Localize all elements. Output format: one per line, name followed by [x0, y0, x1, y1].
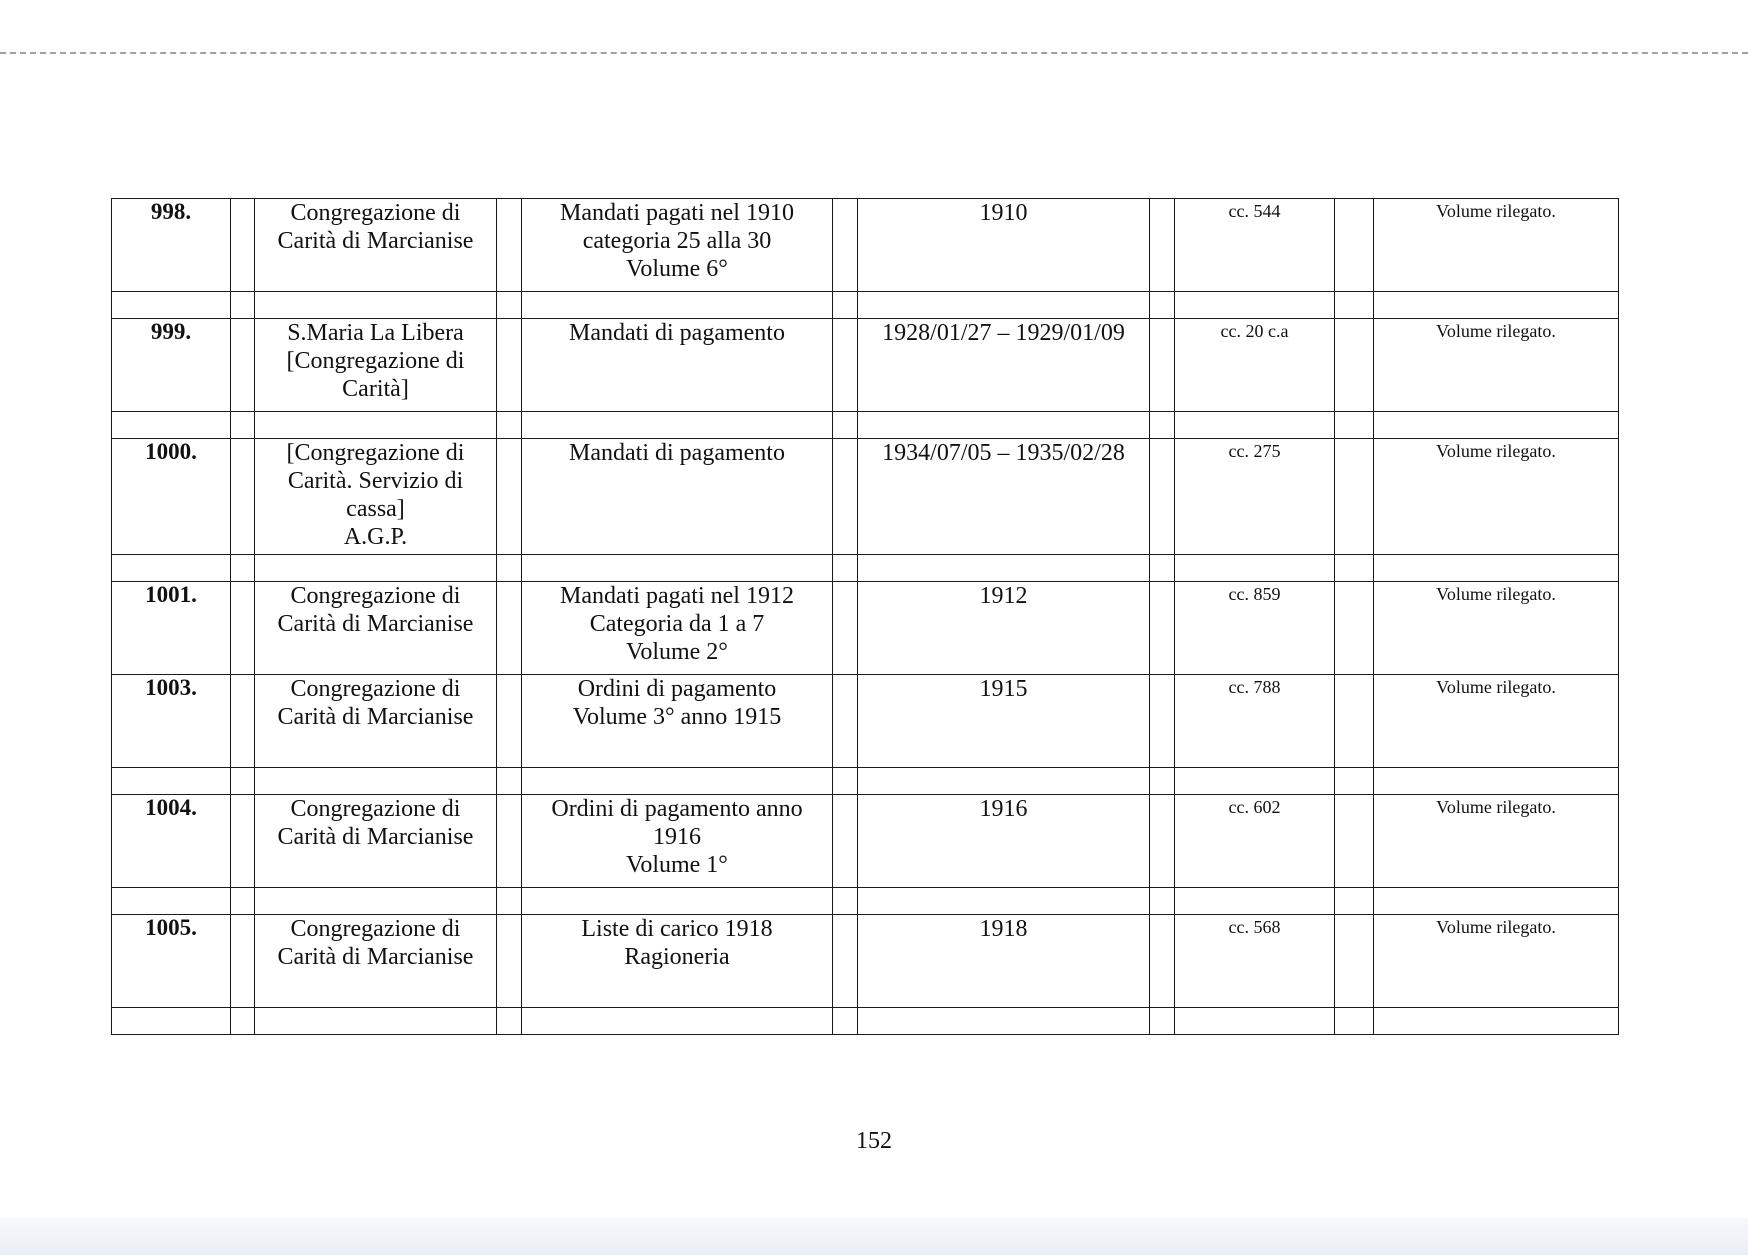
spacer-cell	[833, 915, 858, 1008]
text-line: Congregazione di	[290, 916, 461, 942]
entry-notes: Volume rilegato.	[1374, 915, 1619, 1008]
spacer-cell	[497, 439, 522, 555]
entry-notes: Volume rilegato.	[1374, 582, 1619, 675]
text-line: Congregazione di	[290, 796, 461, 822]
spacer-cell	[497, 582, 522, 675]
entry-pages: cc. 602	[1175, 795, 1335, 888]
table-row	[112, 319, 1619, 412]
text-line: Categoria da 1 a 7	[589, 611, 765, 637]
entry-creator	[255, 319, 497, 412]
spacer-cell	[1150, 439, 1175, 555]
text-line: Ordini di pagamento anno	[551, 796, 803, 822]
spacer-cell	[231, 199, 255, 292]
scan-edge-band	[0, 1218, 1748, 1255]
text-line: categoria 25 alla 30	[582, 228, 772, 254]
spacer-cell	[231, 915, 255, 1008]
entry-pages: cc. 544	[1175, 199, 1335, 292]
table-row	[112, 582, 1619, 675]
table-row	[112, 199, 1619, 292]
text-line: A.G.P.	[343, 524, 408, 550]
separator-row	[112, 768, 1619, 795]
spacer-cell	[1150, 795, 1175, 888]
entry-description	[522, 319, 833, 412]
text-line: Carità. Servizio di	[287, 468, 464, 494]
entry-notes: Volume rilegato.	[1374, 439, 1619, 555]
separator-row	[112, 412, 1619, 439]
spacer-cell	[833, 199, 858, 292]
entry-creator	[255, 795, 497, 888]
page-number: 152	[856, 1128, 892, 1154]
text-line: Carità]	[342, 376, 409, 402]
entry-creator	[255, 915, 497, 1008]
entry-notes: Volume rilegato.	[1374, 675, 1619, 768]
entry-date: 1912	[858, 582, 1150, 675]
entry-number: 999.	[112, 319, 231, 412]
entry-date: 1916	[858, 795, 1150, 888]
spacer-cell	[1150, 582, 1175, 675]
spacer-cell	[231, 582, 255, 675]
spacer-cell	[833, 319, 858, 412]
entry-pages: cc. 788	[1175, 675, 1335, 768]
entry-description	[522, 915, 833, 1008]
text-line: Ordini di pagamento	[577, 676, 777, 702]
entry-pages: cc. 568	[1175, 915, 1335, 1008]
table-row	[112, 439, 1619, 555]
text-line: Carità di Marcianise	[277, 704, 474, 730]
spacer-cell	[497, 915, 522, 1008]
entry-date: 1910	[858, 199, 1150, 292]
spacer-cell	[833, 675, 858, 768]
entry-notes: Volume rilegato.	[1374, 199, 1619, 292]
text-line: Volume 3° anno 1915	[572, 704, 782, 730]
entry-number: 998.	[112, 199, 231, 292]
entry-pages: cc. 859	[1175, 582, 1335, 675]
text-line: Volume 2°	[626, 639, 728, 665]
spacer-cell	[231, 439, 255, 555]
entry-number: 1004.	[112, 795, 231, 888]
separator-row	[112, 888, 1619, 915]
separator-row	[112, 1008, 1619, 1035]
text-line: [Congregazione di	[286, 348, 465, 374]
text-line: Ragioneria	[624, 944, 730, 970]
archive-register-table	[111, 198, 1619, 1035]
separator-row	[112, 555, 1619, 582]
entry-description	[522, 439, 833, 555]
text-line: Congregazione di	[290, 676, 461, 702]
table-row	[112, 795, 1619, 888]
entry-number: 1000.	[112, 439, 231, 555]
entry-creator	[255, 439, 497, 555]
spacer-cell	[497, 319, 522, 412]
entry-date: 1928/01/27 – 1929/01/09	[858, 319, 1150, 412]
text-line: Carità di Marcianise	[277, 611, 474, 637]
spacer-cell	[497, 199, 522, 292]
entry-description	[522, 199, 833, 292]
spacer-cell	[1335, 795, 1374, 888]
spacer-cell	[1335, 675, 1374, 768]
spacer-cell	[1335, 915, 1374, 1008]
spacer-cell	[497, 795, 522, 888]
entry-notes: Volume rilegato.	[1374, 795, 1619, 888]
spacer-cell	[231, 795, 255, 888]
text-line: cassa]	[346, 496, 405, 522]
table-row	[112, 675, 1619, 768]
entry-date: 1918	[858, 915, 1150, 1008]
top-dashed-rule	[0, 52, 1748, 54]
entry-number: 1003.	[112, 675, 231, 768]
entry-description	[522, 582, 833, 675]
spacer-cell	[231, 675, 255, 768]
text-line: Congregazione di	[290, 583, 461, 609]
spacer-cell	[1335, 439, 1374, 555]
text-line: Mandati pagati nel 1910	[560, 200, 794, 226]
spacer-cell	[1335, 582, 1374, 675]
table-row	[112, 915, 1619, 1008]
entry-number: 1001.	[112, 582, 231, 675]
spacer-cell	[833, 582, 858, 675]
text-line: Carità di Marcianise	[277, 824, 474, 850]
entry-creator	[255, 582, 497, 675]
spacer-cell	[1335, 199, 1374, 292]
entry-number: 1005.	[112, 915, 231, 1008]
entry-notes: Volume rilegato.	[1374, 319, 1619, 412]
spacer-cell	[1150, 915, 1175, 1008]
text-line: Mandati pagati nel 1912	[560, 583, 794, 609]
spacer-cell	[497, 675, 522, 768]
entry-description	[522, 795, 833, 888]
text-line: Congregazione di	[290, 200, 461, 226]
entry-pages: cc. 20 c.a	[1175, 319, 1335, 412]
text-line: Carità di Marcianise	[277, 944, 474, 970]
entry-description	[522, 675, 833, 768]
text-line: [Congregazione di	[286, 440, 465, 466]
spacer-cell	[1150, 199, 1175, 292]
text-line: Mandati di pagamento	[569, 320, 785, 346]
separator-row	[112, 292, 1619, 319]
spacer-cell	[231, 319, 255, 412]
text-line: S.Maria La Libera	[287, 320, 464, 346]
text-line: Carità di Marcianise	[277, 228, 474, 254]
entry-pages: cc. 275	[1175, 439, 1335, 555]
text-line: 1916	[653, 824, 701, 850]
text-line: Mandati di pagamento	[569, 440, 785, 466]
text-line: Liste di carico 1918	[581, 916, 773, 942]
entry-date: 1915	[858, 675, 1150, 768]
entry-creator	[255, 675, 497, 768]
spacer-cell	[833, 439, 858, 555]
entry-creator	[255, 199, 497, 292]
spacer-cell	[1150, 675, 1175, 768]
spacer-cell	[1150, 319, 1175, 412]
spacer-cell	[833, 795, 858, 888]
text-line: Volume 1°	[626, 852, 728, 878]
spacer-cell	[1335, 319, 1374, 412]
text-line: Volume 6°	[626, 256, 728, 282]
entry-date: 1934/07/05 – 1935/02/28	[858, 439, 1150, 555]
